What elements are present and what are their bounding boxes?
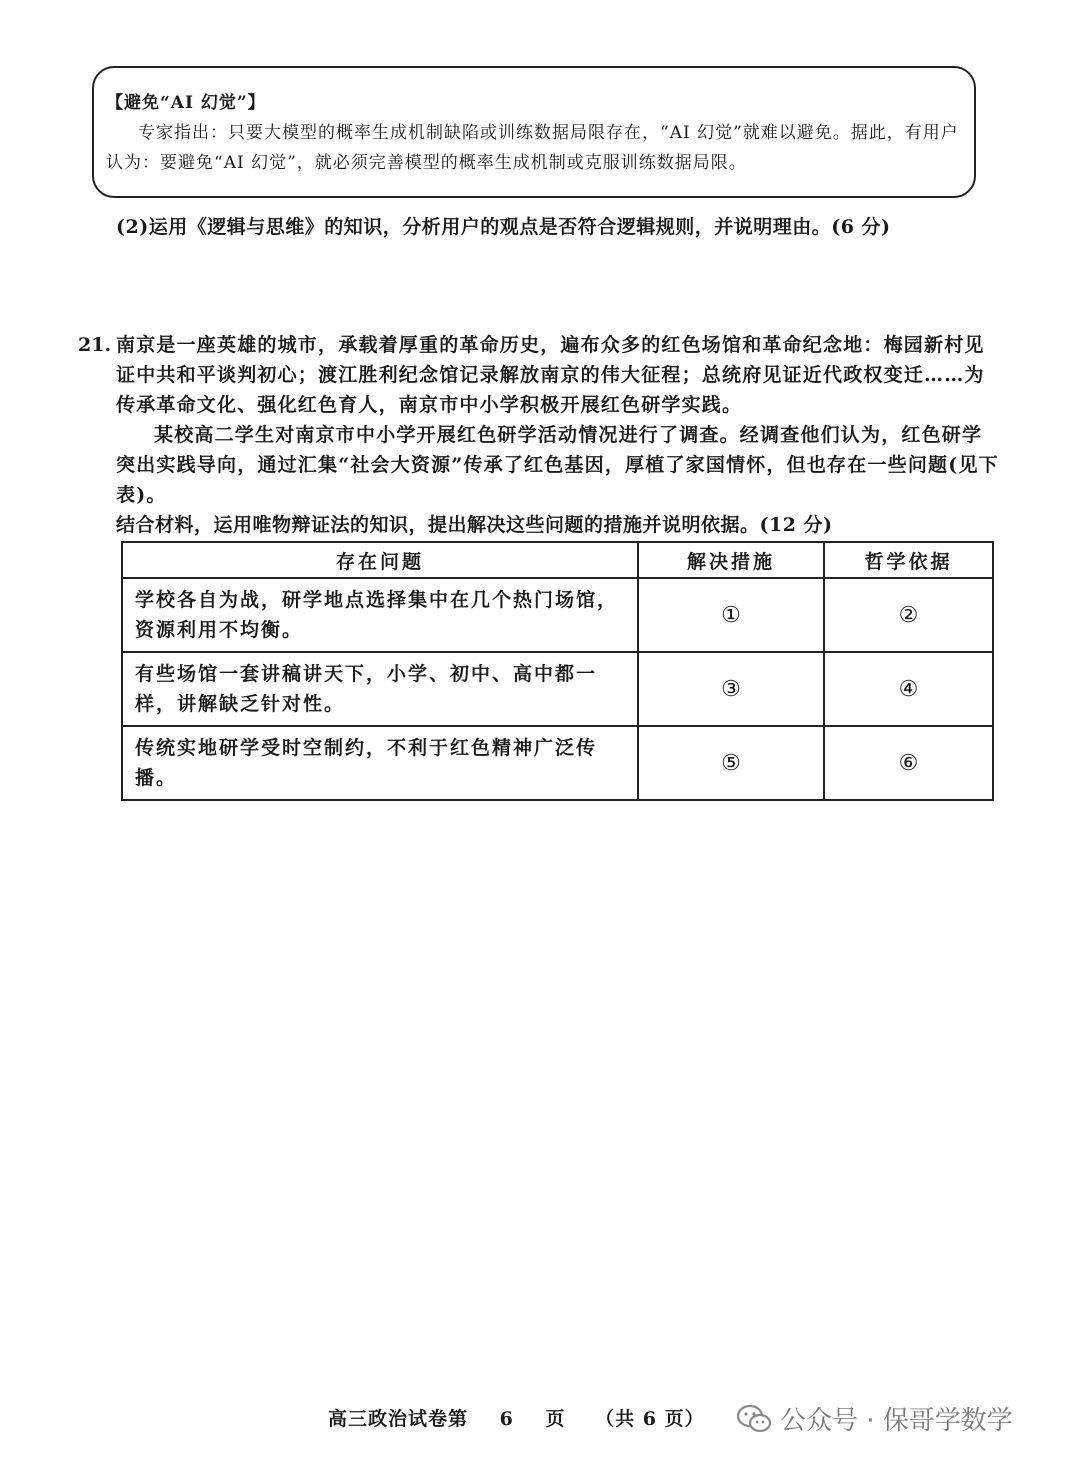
footer-page-unit: 页	[545, 1408, 566, 1430]
table-row	[122, 652, 993, 726]
watermark-text: 公众号 · 保哥学数学	[780, 1406, 1013, 1436]
basis-cell: ④	[824, 652, 993, 726]
table-header-row	[122, 542, 993, 578]
table-row	[122, 578, 993, 652]
header-basis: 哲学依据	[824, 542, 993, 578]
question-21	[78, 330, 1003, 540]
question-2-prompt: (2)运用《逻辑与思维》的知识，分析用户的观点是否符合逻辑规则，并说明理由。(6 分)	[116, 216, 891, 238]
wechat-icon	[736, 1404, 772, 1434]
measure-cell: ①	[638, 578, 824, 652]
question-21-paragraph-1: 南京是一座英雄的城市，承载着厚重的革命历史，遍布众多的红色场馆和革命纪念地：梅园新村见证中共和平谈判初心；渡江胜利纪念馆记录解放南京的伟大征程；总统府见证近代政权变迁……为传承革命文化、强化红色育人，南京市中小学积极开展红色研学实践。	[116, 334, 985, 416]
material-text: 专家指出：只要大模型的概率生成机制缺陷或训练数据局限存在，“AI 幻觉”就难以避免。据此，有用户认为：要避免“AI 幻觉”，就必须完善模型的概率生成机制或克服训练数据局限。	[106, 123, 959, 173]
basis-cell: ②	[824, 578, 993, 652]
watermark	[736, 1400, 1013, 1437]
page-footer	[328, 1404, 705, 1431]
header-issue: 存在问题	[122, 542, 638, 578]
footer-total-pages: （共 6 页）	[595, 1408, 705, 1430]
material-box	[92, 66, 976, 198]
issue-cell: 传统实地研学受时空制约，不利于红色精神广泛传播。	[122, 726, 638, 800]
basis-cell: ⑥	[824, 726, 993, 800]
issues-table	[121, 541, 994, 801]
header-measure: 解决措施	[638, 542, 824, 578]
footer-label: 高三政治试卷第	[328, 1408, 469, 1430]
measure-cell: ③	[638, 652, 824, 726]
issue-cell: 有些场馆一套讲稿讲天下，小学、初中、高中都一样，讲解缺乏针对性。	[122, 652, 638, 726]
question-21-instruction: 结合材料，运用唯物辩证法的知识，提出解决这些问题的措施并说明依据。(12 分)	[116, 514, 833, 536]
question-21-number: 21.	[78, 334, 112, 356]
measure-cell: ⑤	[638, 726, 824, 800]
material-title: 【避免“AI 幻觉”】	[106, 93, 266, 113]
question-21-paragraph-2: 某校高二学生对南京市中小学开展红色研学活动情况进行了调查。经调查他们认为，红色研学突出实践导向，通过汇集“社会大资源”传承了红色基因，厚植了家国情怀，但也存在一些问题(见下表)。	[116, 424, 999, 506]
table-row	[122, 726, 993, 800]
footer-page-number: 6	[499, 1408, 514, 1430]
issue-cell: 学校各自为战，研学地点选择集中在几个热门场馆，资源利用不均衡。	[122, 578, 638, 652]
